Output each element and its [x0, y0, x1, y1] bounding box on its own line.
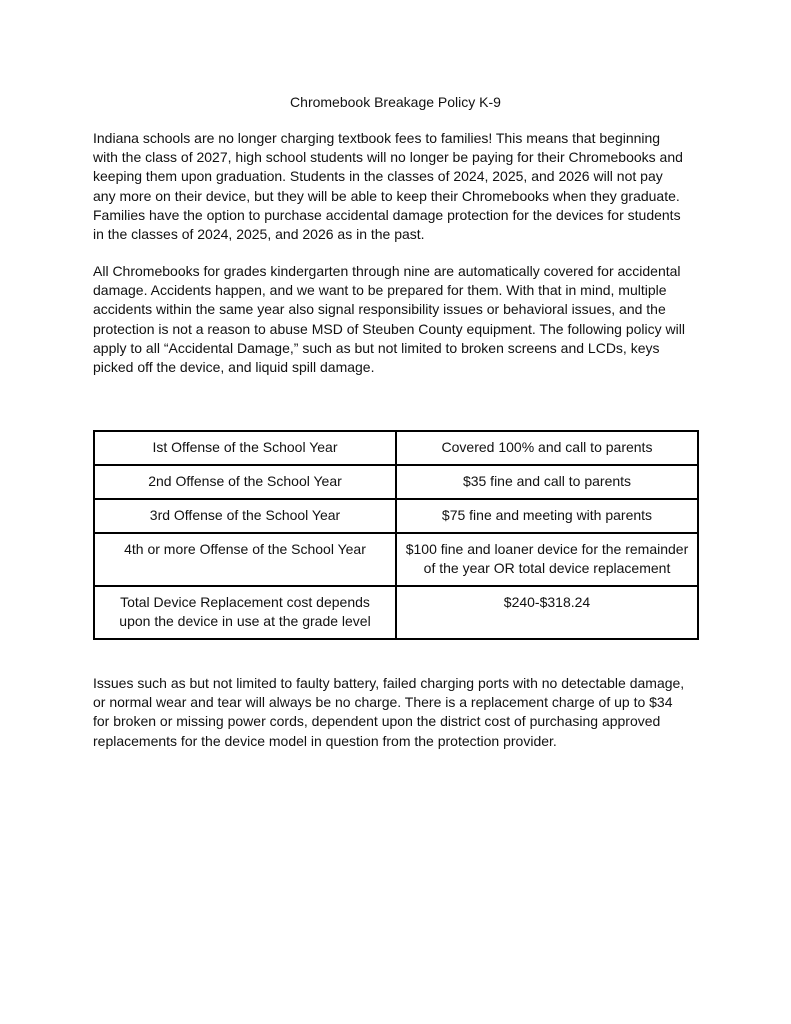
offense-cell: 3rd Offense of the School Year	[94, 499, 396, 533]
table-row	[94, 586, 698, 639]
table-row	[94, 499, 698, 533]
consequence-cell: $75 fine and meeting with parents	[396, 499, 698, 533]
offense-cell: Ist Offense of the School Year	[94, 431, 396, 465]
issues-paragraph: Issues such as but not limited to faulty battery, failed charging ports with no detectable damage, or normal wear and tear will always be no charge. There is a replacement charge of up to $34 for broken or missing power cords, dependent upon the district cost of purchasing approved replacements for the device model in question from the protection provider.	[93, 675, 685, 749]
table-row	[94, 431, 698, 465]
offense-cell: 4th or more Offense of the School Year	[94, 533, 396, 586]
offense-cell: 2nd Offense of the School Year	[94, 465, 396, 499]
consequence-cell: $240-$318.24	[396, 586, 698, 639]
offense-cell: Total Device Replacement cost depends upon the device in use at the grade level	[94, 586, 396, 639]
consequence-cell: Covered 100% and call to parents	[396, 431, 698, 465]
offense-policy-table	[93, 430, 699, 640]
consequence-cell: $35 fine and call to parents	[396, 465, 698, 499]
consequence-cell: $100 fine and loaner device for the remainder of the year OR total device replacement	[396, 533, 698, 586]
table-row	[94, 465, 698, 499]
document-title: Chromebook Breakage Policy K-9	[290, 94, 501, 110]
table-row	[94, 533, 698, 586]
coverage-paragraph: All Chromebooks for grades kindergarten through nine are automatically covered for accidental damage. Accidents happen, and we want to be prepared for them. With that in mind, multiple accidents within the same year also signal responsibility issues or behavioral issues, and the protection is not a reason to abuse MSD of Steuben County equipment. The following policy will apply to all “Accidental Damage,” such as but not limited to broken screens and LCDs, keys picked off the device, and liquid spill damage.	[93, 263, 685, 376]
intro-paragraph: Indiana schools are no longer charging textbook fees to families! This means that beginning with the class of 2027, high school students will no longer be paying for their Chromebooks and keeping them upon graduation. Students in the classes of 2024, 2025, and 2026 will not pay any more on their device, but they will be able to keep their Chromebooks when they graduate. Families have the option to purchase accidental damage protection for the devices for students in the classes of 2024, 2025, and 2026 as in the past.	[93, 130, 683, 243]
